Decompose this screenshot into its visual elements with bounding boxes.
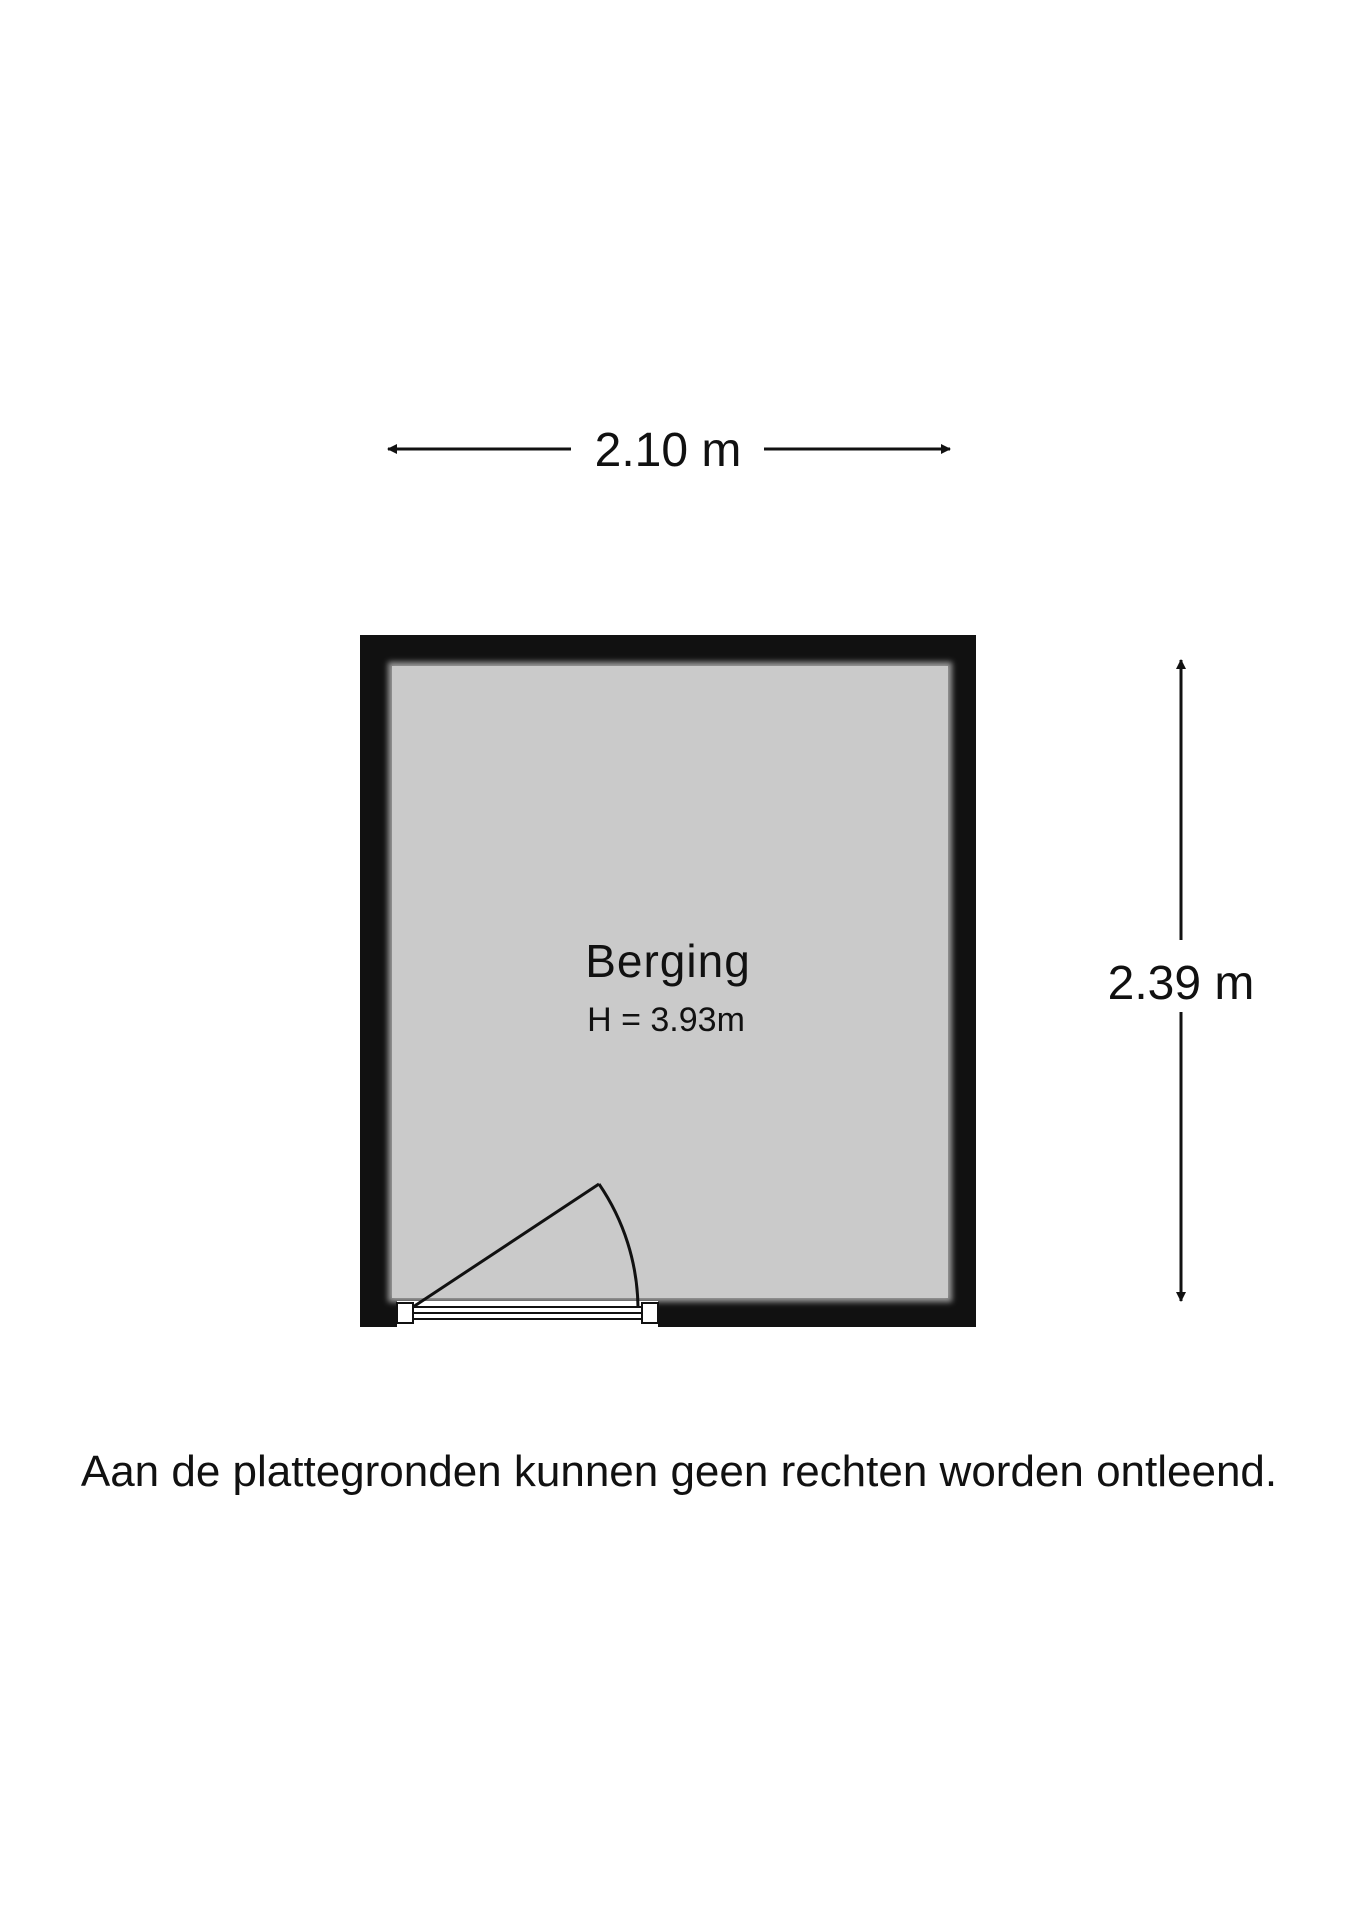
door-frame-right bbox=[642, 1303, 658, 1323]
room-berging bbox=[360, 635, 976, 1327]
door-frame-left bbox=[397, 1303, 413, 1323]
width-dimension bbox=[388, 424, 950, 477]
room-name: Berging bbox=[585, 935, 751, 987]
room-height: H = 3.93m bbox=[587, 1001, 745, 1039]
depth-dimension bbox=[1108, 660, 1255, 1301]
width-label: 2.10 m bbox=[594, 424, 742, 477]
depth-label: 2.39 m bbox=[1107, 957, 1255, 1010]
disclaimer-text: Aan de plattegronden kunnen geen rechten worden ontleend. bbox=[80, 1447, 1278, 1496]
